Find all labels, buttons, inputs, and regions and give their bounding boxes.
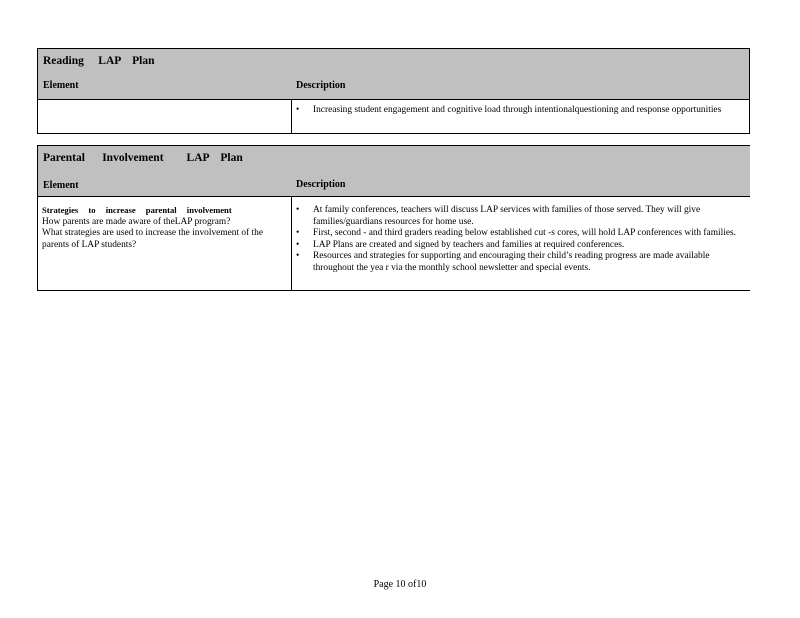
element-question-1: How parents are made aware of theLAP program? xyxy=(42,216,231,227)
list-item xyxy=(296,105,736,117)
reading-table-header xyxy=(38,49,749,100)
bullet-icon: • xyxy=(296,228,300,239)
column-divider xyxy=(291,100,292,134)
reading-table-title: Reading LAP Plan xyxy=(43,55,155,67)
description-item-1: At family conferences, teachers will discuss LAP services with families of those served. They will give families/guardians resources for home use. xyxy=(313,205,701,227)
parental-involvement-table xyxy=(37,145,750,291)
reading-table-row xyxy=(38,100,749,134)
reading-lap-plan-table xyxy=(37,48,750,134)
parental-table-title: Parental Involvement LAP Plan xyxy=(43,152,243,164)
list-item xyxy=(296,228,736,240)
parental-element-cell xyxy=(42,205,282,251)
column-divider xyxy=(291,197,292,291)
bullet-icon: • xyxy=(296,205,300,215)
list-item xyxy=(296,251,736,274)
parental-description-cell xyxy=(296,205,736,275)
list-item xyxy=(296,240,736,252)
element-heading: Strategies to increase parental involvement xyxy=(42,205,232,215)
reading-description-cell xyxy=(296,105,736,117)
description-item-2: First, second - and third graders reading below established cut -s cores, will hold LAP conferences with families. xyxy=(313,228,736,239)
description-item-4: Resources and strategies for supporting and encouraging their child’s reading progress are made available throughout the yea r via the monthly school newsletter and special events. xyxy=(313,251,710,273)
parental-table-row xyxy=(38,197,750,291)
page-number: Page 10 of10 xyxy=(373,579,427,590)
bullet-icon: • xyxy=(296,239,300,250)
reading-description-label: Description xyxy=(296,80,346,91)
description-item-3: LAP Plans are created and signed by teachers and families at required conferences. xyxy=(313,239,625,250)
reading-element-label: Element xyxy=(43,80,79,91)
bullet-icon: • xyxy=(296,251,300,262)
parental-description-label: Description xyxy=(296,179,346,190)
reading-description-text: Increasing student engagement and cognitive load through intentionalquestioning and response opportunities xyxy=(313,105,722,115)
bullet-icon: • xyxy=(296,105,300,115)
element-question-2: What strategies are used to increase the involvement of the parents of LAP students? xyxy=(42,228,264,250)
parental-table-header xyxy=(38,146,750,197)
parental-element-label: Element xyxy=(43,180,79,191)
list-item xyxy=(296,205,736,228)
